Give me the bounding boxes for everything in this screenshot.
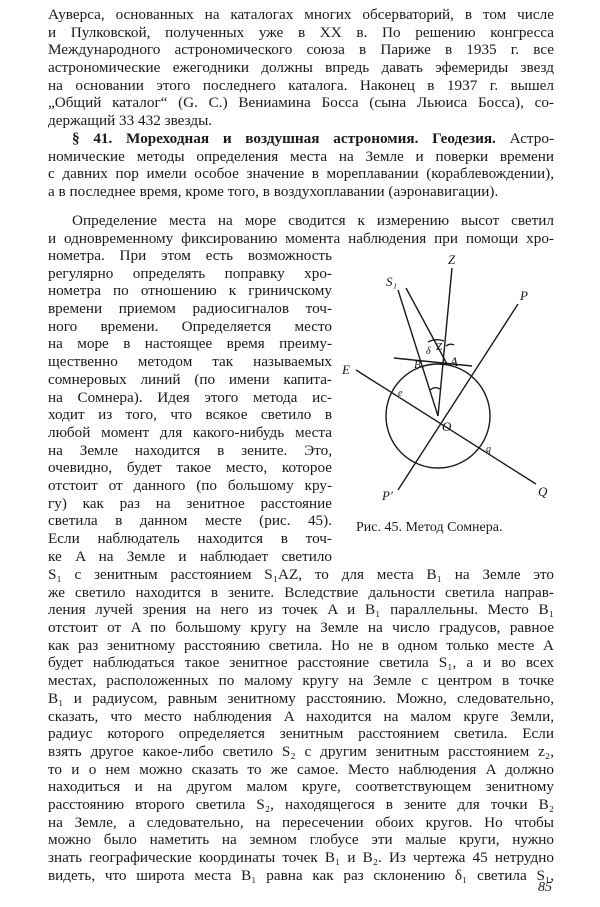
text-line: Международного астрономического союза в Париже в 1935 г. все (48, 41, 554, 59)
text-line: ходит из того, что всякое светило в (48, 406, 332, 424)
text-line: сомнеровых линий (по имени капита- (48, 370, 332, 388)
section-heading: § 41. Мореходная и воздушная астрономия. Геодезия. (72, 130, 496, 147)
label-p-prime: P′ (382, 488, 393, 503)
text-line: отстоит от A по большому кругу на Земле на число градусов, равное (48, 619, 554, 637)
angle-arc-z1 (446, 344, 454, 346)
label-q-small: q (486, 444, 491, 455)
label-o: O (442, 419, 452, 434)
text-line: очевидно, будет такое место, которое (48, 459, 332, 477)
text-line: на море в настоящее время преиму- (48, 335, 332, 353)
paragraph-determination (48, 212, 554, 247)
text-line: взять другое какое-либо светило S₂ с другим зенитным расстоянием z₂, (48, 742, 554, 760)
text-line: ного времени. Определяется место (48, 317, 332, 335)
text-line: на Сомнера). Идея этого метода ис- (48, 388, 332, 406)
section-41 (48, 130, 554, 201)
label-q: Q (538, 484, 548, 499)
text-line: гу) как раз на зенитное расстояние (48, 494, 332, 512)
text-line: и Пулковской, полученных уже в XX в. По решению конгресса (48, 23, 554, 41)
text-line: нометра. При этом есть возможность (48, 247, 332, 264)
label-z1: Z₁ (436, 341, 446, 353)
paragraph-auwers (48, 6, 554, 130)
text-line: на основании этого последнего каталога. Наконец в 1937 г. вышел (48, 76, 554, 94)
text-line: времени приемом радиосигналов точ- (48, 300, 332, 318)
text-line: отстоит от данного (по большому кру- (48, 476, 332, 494)
text-line: на Земле находится в зените. Это, (48, 441, 332, 459)
text-line: то и о нем можно сказать то же самое. Место наблюдения A должно (48, 760, 554, 778)
text-line: видеть, что широта места B₁ равна как раз склонению δ₁ светила S₁, (48, 866, 554, 884)
text-line: регулярно определять поправку хро- (48, 264, 332, 282)
label-s1: S₁ (386, 274, 398, 289)
text-line: щественно методом так называемых (48, 353, 332, 371)
text-line: любой момент для какого-нибудь места (48, 423, 332, 441)
text-line: можно было наметить на земном глобусе эти малые круги, нужно (48, 831, 554, 849)
label-a: A (450, 354, 458, 369)
text-fragment: Астро- (495, 130, 554, 147)
text-line: с давних пор имели особое значение в мореплавании (кораблевождении), (48, 165, 554, 183)
section-heading-line (48, 130, 554, 148)
text-line: местах, расположенных по малому кругу на Земле с центром в точке (48, 672, 554, 690)
text-line: нометра по отношению к гриничскому (48, 282, 332, 300)
sumner-method-diagram (336, 246, 554, 508)
text-line: на Земле, а следовательно, на пересечении обоих кругов. Но чтобы (48, 813, 554, 831)
text-line: же светило находится в зените. Вследствие дальности светила направ- (48, 583, 554, 601)
text-line: как раз зенитному расстоянию светила. Но не в одном только месте A (48, 636, 554, 654)
label-b1: B₁ (414, 359, 425, 371)
label-p: P (520, 288, 528, 303)
earth-axis-line (398, 304, 518, 490)
text-line: ления лучей зрения на него из точек A и B₁ параллельны. Место B₁ (48, 601, 554, 619)
text-line: находиться и на другом малом круге, соответствующем зенитному (48, 778, 554, 796)
text-line: Определение места на море сводится к измерению высот светил (72, 212, 554, 229)
page-number: 85 (538, 880, 552, 895)
text-line: Если наблюдатель находится в точ- (48, 530, 332, 547)
text-line: Ауверса, основанных на каталогах многих обсерваторий, в том числе (48, 6, 554, 23)
label-delta: δ (426, 346, 431, 357)
figure-caption: Рис. 45. Метод Сомнера. (356, 520, 503, 535)
angle-arc-center (430, 388, 440, 390)
text-line: будет наблюдаться такое зенитное расстояние светила S₁, а и во всех (48, 654, 554, 672)
text-line: ке A на Земле и наблюдает светило (48, 547, 332, 565)
text-line: а в последнее время, кроме того, в воздухоплавании (аэронавигации). (48, 183, 499, 201)
text-line: и одновременному фиксированию момента наблюдения при помощи хро- (48, 229, 554, 247)
label-e-small: e (398, 388, 403, 399)
text-line: номические методы определения места на Земле и поверки времени (48, 147, 554, 165)
paragraph-narrow-column (48, 247, 332, 565)
text-line: держащий 33 432 звезды. (48, 112, 213, 130)
text-line: радиус которого определяется зенитным расстоянием светила. Если (48, 725, 554, 743)
text-line: B₁ и радиусом, равным зенитному расстоянию. Можно, следовательно, (48, 689, 554, 707)
text-line: сказать, что место наблюдения A находится на малом круге Земли, (48, 707, 554, 725)
paragraph-continued (48, 566, 554, 884)
text-line: астрономические ежегодники должны впредь давать эфемериды звезд (48, 59, 554, 77)
label-e: E (342, 362, 350, 377)
text-line: S₁ с зенитным расстоянием S₁AZ, то для места B₁ на Земле это (48, 566, 554, 583)
label-z: Z (448, 252, 456, 267)
text-line: светила в данном месте (рис. 45). (48, 512, 332, 530)
text-line: „Общий каталог“ (G. C.) Вениамина Босса (сына Льюиса Босса), со- (48, 94, 554, 112)
text-line: знать географические координаты точек B₁ и B₂. Из чертежа 45 нетрудно (48, 849, 554, 866)
text-line: расстоянию второго светила S₂, находящегося в зените для точки B₂ (48, 795, 554, 813)
